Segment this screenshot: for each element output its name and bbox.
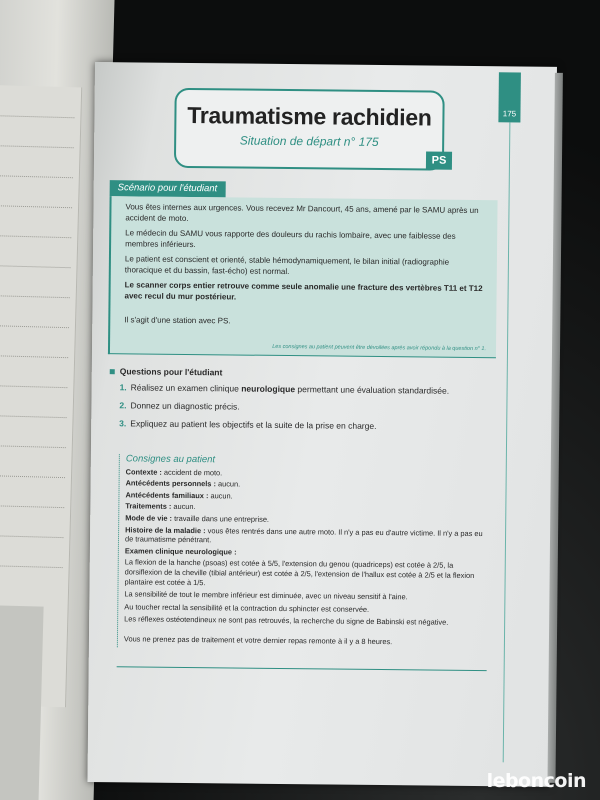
- questions-section: [109, 366, 500, 440]
- instruction-label: Histoire de la maladie :: [125, 524, 206, 535]
- question-item: [119, 418, 499, 432]
- note-line: [0, 385, 67, 388]
- instruction-label: Traitements :: [125, 501, 172, 512]
- note-line: [0, 235, 71, 238]
- instruction-value: travaille dans une entreprise.: [172, 513, 270, 524]
- instructions-divider: [117, 666, 487, 671]
- question-text-bold: neurologique: [241, 383, 296, 395]
- exam-paragraph: La sensibilité de tout le membre inférieur est diminuée, avec un niveau sensitif à l'aine.: [124, 589, 408, 602]
- title-box: [174, 88, 445, 171]
- note-line: [0, 205, 72, 208]
- note-line: [0, 445, 66, 448]
- scenario-paragraph: Il s'agit d'une station avec PS.: [124, 315, 231, 326]
- instruction-label: Mode de vie :: [125, 513, 173, 523]
- note-line: [0, 535, 63, 538]
- scenario-paragraph: Le patient est conscient et orienté, stable hémodynamiquement, le bilan initial (radiographie thoracique et du bassin, fast-écho) est normal.: [124, 254, 450, 276]
- square-bullet-icon: [110, 369, 115, 374]
- instruction-value: aucun.: [171, 502, 196, 512]
- scenario-footnote: Les consignes au patient peuvent être dévoilées après avoir répondu à la question n° 1.: [272, 343, 487, 353]
- instruction-label: Antécédents personnels :: [125, 478, 216, 489]
- note-line: [0, 265, 71, 268]
- question-item: [120, 382, 500, 396]
- book-page: [87, 62, 557, 787]
- exam-label: Examen clinique neurologique :: [124, 546, 237, 557]
- note-line: [0, 325, 69, 328]
- questions-title-text: Questions pour l'étudiant: [119, 366, 223, 378]
- patient-instructions: [117, 454, 489, 650]
- note-line: [0, 355, 68, 358]
- note-line: [0, 475, 65, 478]
- note-line: [0, 175, 73, 178]
- page-subtitle: Situation de départ n° 175: [239, 133, 379, 149]
- closing-paragraph: Vous ne prenez pas de traitement et votre dernier repas remonte à il y a 8 heures.: [123, 634, 393, 647]
- notes-area: [0, 85, 82, 707]
- note-line: [0, 145, 74, 148]
- note-line: [0, 565, 63, 568]
- question-text: Réalisez un examen clinique: [130, 382, 242, 394]
- page-title: Traumatisme rachidien: [187, 101, 432, 131]
- instruction-label: Antécédents familiaux :: [125, 490, 209, 500]
- scenario-paragraph: Le médecin du SAMU vous rapporte des douleurs du rachis lombaire, avec une faiblesse des membres inférieurs.: [125, 228, 456, 249]
- scenario-paragraph: Vous êtes internes aux urgences. Vous recevez Mr Dancourt, 45 ans, amené par le SAMU après un accident de moto.: [125, 202, 479, 223]
- instruction-value: aucun.: [215, 479, 241, 489]
- left-page-title: [0, 0, 28, 1]
- question-number: 2.: [119, 400, 127, 411]
- question-item: [119, 400, 499, 414]
- margin-line: [503, 122, 511, 762]
- exam-paragraph: Au toucher rectal la sensibilité et la contraction du sphincter est conservée.: [124, 602, 370, 614]
- instruction-value: aucun.: [208, 490, 233, 501]
- questions-title: [110, 366, 500, 380]
- question-text: Expliquez au patient les objectifs et la suite de la prise en charge.: [130, 418, 377, 431]
- scenario-header: Scénario pour l'étudiant: [110, 180, 226, 197]
- question-number: 1.: [119, 382, 127, 393]
- watermark-logo: leboncoin: [486, 770, 586, 792]
- exam-paragraph: Les réflexes ostéotendineux ne sont pas retrouvés, la recherche du signe de Babinski est négative.: [124, 614, 449, 628]
- scenario-box: [108, 196, 498, 358]
- note-line: [0, 505, 64, 508]
- question-number: 3.: [119, 418, 127, 429]
- instruction-value: accident de moto.: [161, 467, 223, 477]
- scenario-paragraph-bold: Le scanner corps entier retrouve comme seule anomalie une fracture des vertèbres T11 et T12 avec recul du mur postérieur.: [124, 280, 483, 301]
- instruction-value: vous êtes rentrés dans une autre moto. Il n'y a pas eu d'autre victime. Il n'y a pas eu de traumatisme pénétrant.: [124, 525, 483, 545]
- instruction-label: Contexte :: [125, 466, 162, 477]
- instructions-title: Consignes au patient: [125, 453, 216, 466]
- note-line: [0, 295, 70, 298]
- ps-badge: PS: [426, 151, 452, 169]
- question-text: Donnez un diagnostic précis.: [130, 400, 240, 412]
- page-number-tab: 175: [498, 72, 521, 122]
- question-text: permettant une évaluation standardisée.: [295, 384, 450, 396]
- note-line: [0, 115, 74, 118]
- exam-paragraph: La flexion de la hanche (psoas) est cotée à 5/5, l'extension du genou (quadriceps) est cotée à 2/5, la dorsiflexion de la cheville (tibial antérieur) est cotée à 2/5, l'extension de l'hallux est cotée à 2/5 et la flexion plantaire est cotée à 1/5.: [124, 557, 475, 587]
- left-grey-box: [0, 605, 44, 800]
- instruction-line: [125, 525, 488, 548]
- note-line: [0, 415, 67, 418]
